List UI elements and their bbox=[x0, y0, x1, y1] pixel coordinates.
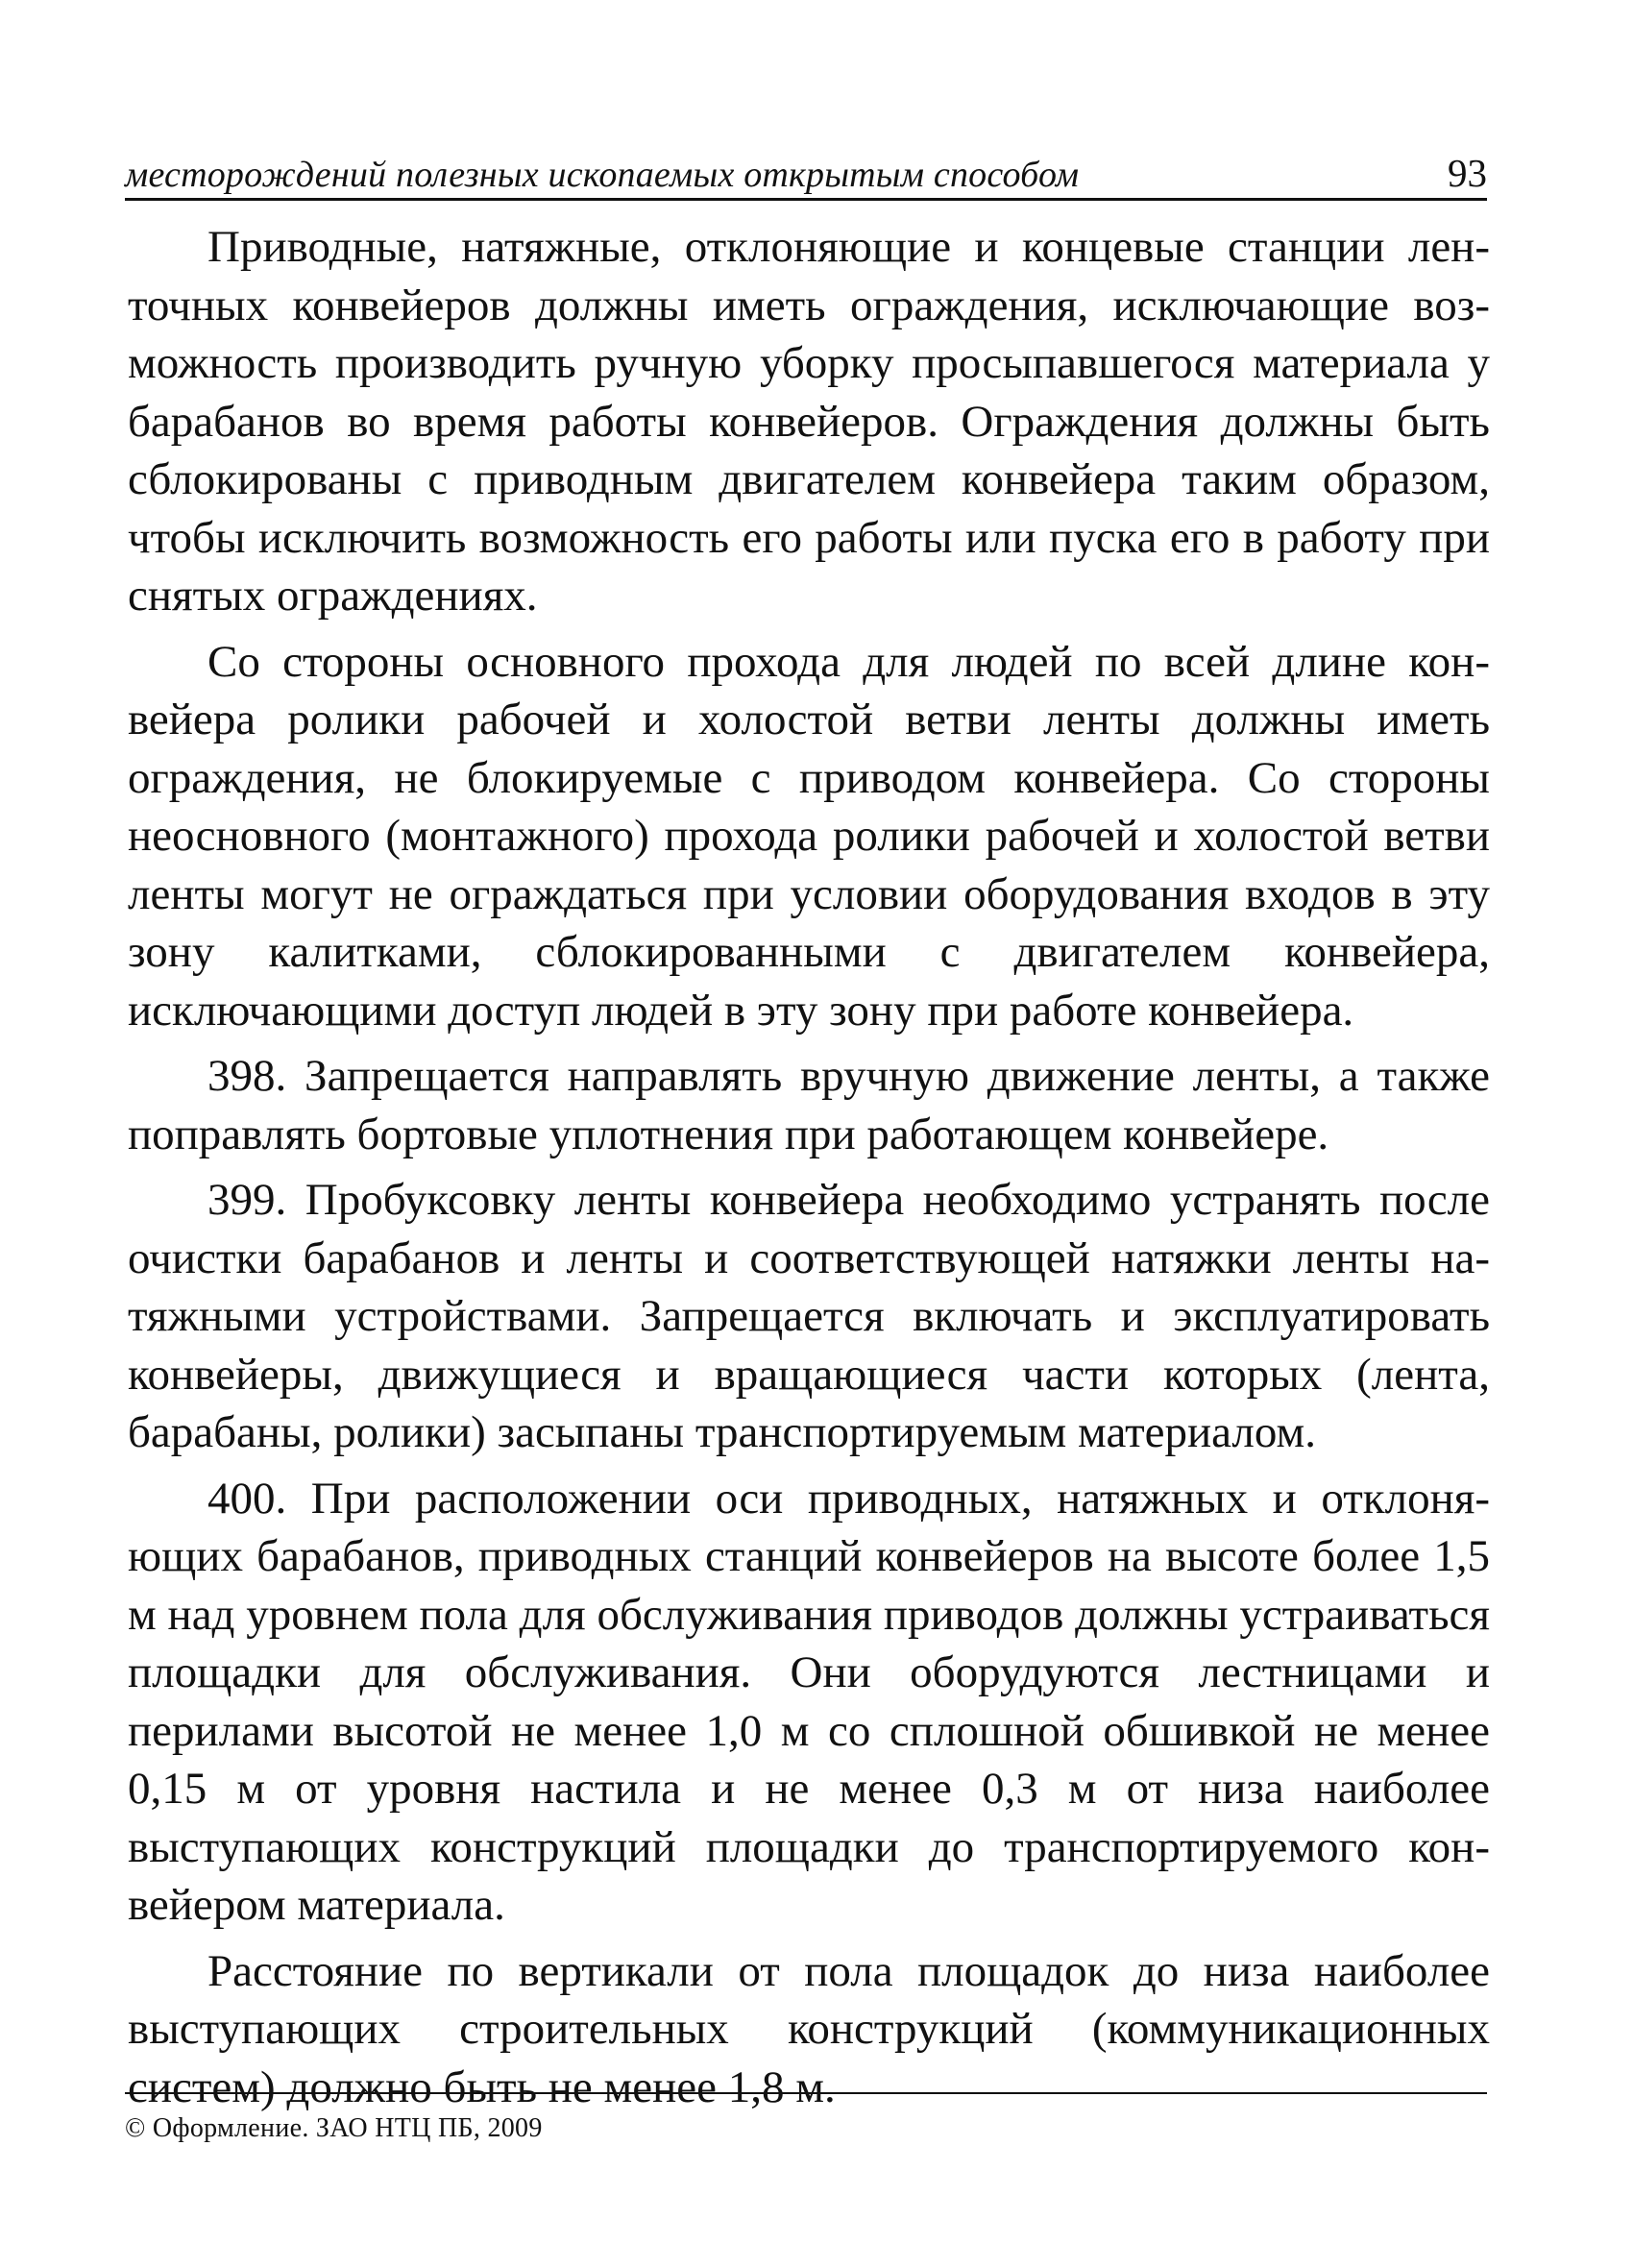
paragraph-roller-guards: Со стороны основного прохода для людей по всей длине конвейера ролики рабочей и холостой ветви ленты должны иметь ограждения, не блокируемые с приводом конвейера. Со стороны неосновного (монтажного) прохода ролики рабочей и холостой ветви ленты могут не ограждаться при условии оборудования входов в эту зону калитками, сблокированными с двигателем конвейера, исключающими доступ людей в эту зону при работе конвейера. bbox=[128, 636, 1490, 1036]
copyright-note: © Оформление. ЗАО НТЦ ПБ, 2009 bbox=[125, 2113, 543, 2143]
page-number: 93 bbox=[1448, 151, 1487, 195]
page-footer bbox=[125, 2092, 1487, 2144]
running-title: месторождений полезных ископаемых открытым способом bbox=[125, 155, 1080, 195]
running-head bbox=[125, 144, 1487, 201]
paragraph-guards-drive-stations: Приводные, натяжные, отклоняющие и концевые станции ленточных конвейеров должны иметь ограждения, исключающие возможность производить ручную уборку просыпавшегося материала у барабанов во время работы конвейеров. Ограждения должны быть сблокированы с приводным двигателем конвейера таким образом, чтобы исключить возможность его работы или пуска его в работу при снятых ограждениях. bbox=[128, 222, 1490, 621]
paragraph-400: 400. При расположении оси приводных, натяжных и отклоняющих барабанов, приводных станций конвейеров на высоте более 1,5 м над уровнем пола для обслуживания приводов должны устраиваться площадки для обслуживания. Они оборудуются лестницами и перилами высотой не менее 1,0 м со сплошной обшивкой не менее 0,15 м от уровня настила и не менее 0,3 м от низа наиболее выступающих конструкций площадки до транспортируемого конвейером материала. bbox=[128, 1473, 1490, 1930]
body-text bbox=[128, 218, 1490, 2116]
paragraph-399: 399. Пробуксовку ленты конвейера необходимо устранять после очистки барабанов и ленты и соответствующей натяжки ленты натяжными устройствами. Запрещается включать и эксплуатировать конвейеры, движущиеся и вращающиеся части которых (лента, барабаны, ролики) засыпаны транспортируемым материалом. bbox=[128, 1175, 1490, 1457]
paragraph-398: 398. Запрещается направлять вручную движение ленты, а также поправлять бортовые уплотнения при работающем конвейере. bbox=[128, 1051, 1490, 1159]
paragraph-vertical-clearance: Расстояние по вертикали от пола площадок до низа наиболее выступающих строительных конструкций (коммуникационных систем) должно быть не менее 1,8 м. bbox=[128, 1945, 1490, 2112]
